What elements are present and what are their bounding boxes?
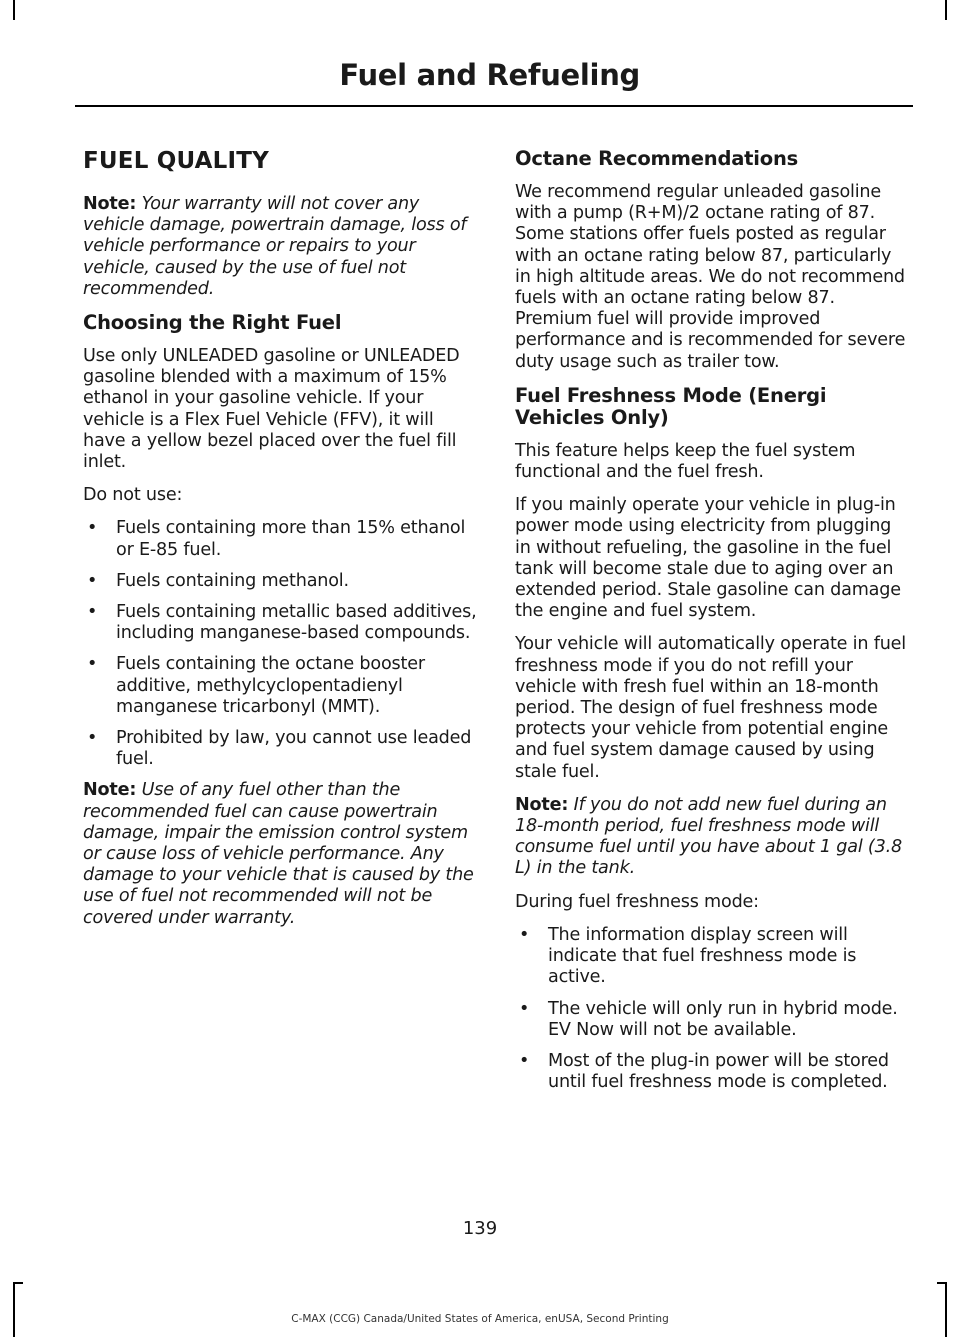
paragraph: We recommend regular unleaded gasoline with a pump (R+M)/2 octane rating of 87. Some stations offer fuels posted as regular with an octane rating below 87, particularly in high altitude areas. We do not recommend fuels with an octane rating below 87. Premium fuel will provide improved performance and is recommended for severe duty usage such as trailer tow. — [515, 182, 906, 372]
subheading-octane: Octane Recommendations — [515, 147, 799, 170]
right-column — [515, 140, 910, 1103]
bullet-icon: • — [519, 1050, 530, 1071]
crop-mark-bottom-right-h — [937, 1282, 947, 1284]
list-item — [515, 999, 910, 1041]
note-label: Note: — [83, 780, 137, 801]
bullet-icon: • — [87, 518, 98, 539]
paragraph: During fuel freshness mode: — [515, 891, 759, 912]
list-item-text: Fuels containing methanol. — [116, 570, 349, 591]
list-item — [83, 602, 478, 644]
list-item — [515, 925, 910, 989]
crop-mark-top-left — [13, 0, 15, 20]
header-rule — [75, 105, 913, 107]
fuel-damage-note — [83, 780, 478, 928]
paragraph: If you mainly operate your vehicle in plug-in power mode using electricity from plugging in without refueling, the gasoline in the fuel tank will become stale due to aging over an extended period. Stale gasoline can damage the engine and fuel system. — [515, 495, 901, 622]
list-item-text: The information display screen will indicate that fuel freshness mode is active. — [548, 924, 857, 988]
list-item-text: Fuels containing more than 15% ethanol or E-85 fuel. — [116, 518, 466, 560]
list-item-text: The vehicle will only run in hybrid mode. EV Now will not be available. — [548, 998, 898, 1040]
subheading-choosing-fuel: Choosing the Right Fuel — [83, 311, 342, 335]
list-item — [83, 654, 478, 718]
list-item — [83, 728, 478, 770]
paragraph: This feature helps keep the fuel system functional and the fuel fresh. — [515, 440, 856, 483]
section-heading-fuel-quality: FUEL QUALITY — [83, 148, 270, 174]
warranty-note — [83, 194, 478, 300]
crop-mark-top-right — [945, 0, 947, 20]
list-item-text: Fuels containing metallic based additives, including manganese-based compounds. — [116, 602, 477, 644]
bullet-icon: • — [87, 654, 98, 675]
page-header-title: Fuel and Refueling — [339, 58, 640, 92]
note-text: Use of any fuel other than the recommended fuel can cause powertrain damage, impair the emission control system or cause loss of vehicle performance. Any damage to your vehicle that is caused by the use of fuel not recommended will not be covered under warranty. — [83, 780, 474, 928]
paragraph: Do not use: — [83, 485, 183, 506]
fuel-freshness-note — [515, 795, 910, 880]
do-not-use-list — [83, 518, 478, 770]
crop-mark-bottom-left-h — [13, 1282, 23, 1284]
list-item-text: Prohibited by law, you cannot use leaded fuel. — [116, 728, 472, 770]
subheading-fuel-freshness: Fuel Freshness Mode (Energi Vehicles Only) — [515, 383, 827, 429]
bullet-icon: • — [87, 570, 98, 591]
list-item-text: Fuels containing the octane booster additive, methylcyclopentadienyl manganese tricarbonyl (MMT). — [116, 654, 425, 717]
note-label: Note: — [515, 794, 569, 815]
crop-mark-bottom-left — [13, 1282, 15, 1337]
paragraph: Use only UNLEADED gasoline or UNLEADED gasoline blended with a maximum of 15% ethanol in your gasoline vehicle. If your vehicle is a Flex Fuel Vehicle (FFV), it will have a yellow bezel placed over the fuel fill inlet. — [83, 346, 460, 473]
list-item — [515, 1051, 910, 1093]
bullet-icon: • — [519, 924, 530, 945]
paragraph: Your vehicle will automatically operate in fuel freshness mode if you do not refill your vehicle with fresh fuel within an 18-month period. The design of fuel freshness mode protects your vehicle from potential engine and fuel system damage caused by using stale fuel. — [515, 634, 906, 782]
publication-footer: C-MAX (CCG) Canada/United States of America, enUSA, Second Printing — [291, 1313, 669, 1325]
note-text: If you do not add new fuel during an 18-month period, fuel freshness mode will consume fuel until you have about 1 gal (3.8 L) in the tank. — [515, 794, 902, 879]
left-column — [83, 140, 478, 941]
list-item — [83, 518, 478, 560]
bullet-icon: • — [519, 998, 530, 1019]
page-number: 139 — [462, 1218, 498, 1239]
bullet-icon: • — [87, 602, 98, 623]
bullet-icon: • — [87, 728, 98, 749]
crop-mark-bottom-right — [945, 1282, 947, 1337]
list-item — [83, 571, 478, 592]
fuel-freshness-list — [515, 925, 910, 1093]
list-item-text: Most of the plug-in power will be stored until fuel freshness mode is completed. — [548, 1050, 889, 1093]
note-text: Your warranty will not cover any vehicle damage, powertrain damage, loss of vehicle performance or repairs to your vehicle, caused by the use of fuel not recommended. — [83, 194, 467, 299]
note-label: Note: — [83, 194, 137, 214]
